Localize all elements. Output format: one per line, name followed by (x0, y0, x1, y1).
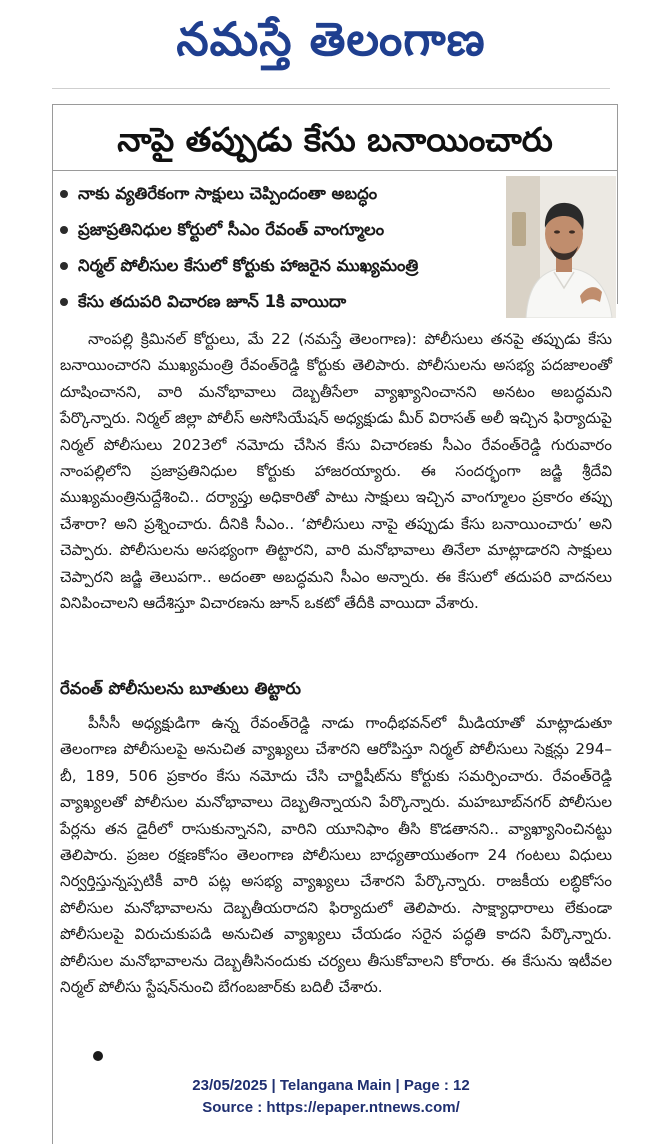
newspaper-masthead: నమస్తే తెలంగాణ (176, 12, 486, 66)
article-headline: నాపై తప్పుడు కేసు బనాయించారు (117, 120, 553, 159)
bullet-icon (60, 190, 68, 198)
highlight-text: నాకు వ్యతిరేకంగా సాక్షులు చెప్పిందంతా అబద్ధం (78, 184, 378, 203)
bullet-icon (60, 262, 68, 270)
highlight-text: కేసు తదుపరి విచారణ జూన్ 1కి వాయిదా (78, 292, 347, 311)
masthead-divider (52, 88, 610, 89)
article-paragraph-2: పీసీసీ అధ్యక్షుడిగా ఉన్న రేవంత్‌రెడ్డి నాడు గాంధీభవన్‌లో మీడియాతో మాట్లాడుతూ తెలంగాణ పోలీసులపై అనుచిత వ్యాఖ్యలు చేశారని ఆరోపిస్తూ నిర్మల్ పోలీసులు సెక్షన్లు 294–బీ, 189, 506 ప్రకారం కేసు నమోదు చేసి చార్జిషీట్‌ను కోర్టుకు సమర్పించారు. రేవంత్‌రెడ్డి వ్యాఖ్యలతో పోలీసుల మనోభావాలు దెబ్బతిన్నాయని పేర్కొన్నారు. మహబూబ్‌నగర్ పోలీసుల పేర్లను తన డైరీలో రాసుకున్నానని, వారిని యూనిఫాం తీసి కొడతానని.. వ్యాఖ్యానించినట్టు తెలిపారు. ప్రజల రక్షణకోసం తెలంగాణ పోలీసులు బాధ్యతాయుతంగా 24 గంటలు విధులు నిర్వర్తిస్తున్నప్పటికీ వారి పట్ల అసభ్య వ్యాఖ్యలు చేశారని పేర్కొన్నారు. రాజకీయ లబ్ధికోసం పోలీసుల మనోభావాలను దెబ్బతీయరాదని ఫిర్యాదులో తెలిపారు. సాక్ష్యాధారాలు లేకుండా పోలీసులపై విరుచుకుపడి అనుచిత వ్యాఖ్యలు చేయడం సరైన పద్ధతి కాదని పేర్కొన్నారు. పోలీసుల మనోభావాలను దెబ్బతీసినందుకు చర్యలు తీసుకోవాలని కోరారు. ఈ కేసును ఇటీవల నిర్మల్ పోలీసు స్టేషన్‌నుంచి బేగంబజార్‌కు బదిలీ చేశారు. (60, 714, 612, 997)
highlights-list (60, 176, 500, 320)
highlight-text: నిర్మల్ పోలీసుల కేసులో కోర్టుకు హాజరైన ముఖ్యమంత్రి (78, 256, 419, 275)
article-frame-left (52, 104, 53, 1144)
bullet-icon (60, 298, 68, 306)
article-paragraph-1: నాంపల్లి క్రిమినల్ కోర్టులు, మే 22 (నమస్తే తెలంగాణ): పోలీసులు తనపై తప్పుడు కేసు బనాయించారని ముఖ్యమంత్రి రేవంత్‌రెడ్డి కోర్టుకు తెలిపారు. పోలీసులను అసభ్య పదజాలంతో దూషించానని, వారి మనోభావాలు దెబ్బతీసేలా వ్యాఖ్యానించానని అనటం అబద్ధమని పేర్కొన్నారు. నిర్మల్ జిల్లా పోలీస్ అసోసియేషన్ అధ్యక్షుడు మీర్ విరాసత్ అలీ ఇచ్చిన ఫిర్యాదుపై నిర్మల్ పోలీసులు 2023లో నమోదు చేసిన కేసు విచారణకు సీఎం రేవంత్‌రెడ్డి గురువారం నాంపల్లిలోని ప్రజాప్రతినిధుల కోర్టుకు హాజరయ్యారు. ఈ సందర్భంగా జడ్జి శ్రీదేవి ముఖ్యమంత్రినుద్దేశించి.. దర్యాప్తు అధికారితో పాటు సాక్షులు ఇచ్చిన వాంగ్మూలం ప్రకారం తప్పు చేశారా? అని ప్రశ్నించారు. దీనికి సీఎం.. ‘పోలీసులు నాపై తప్పుడు కేసు బనాయించారు’ అని చెప్పారు. పోలీసులను అసభ్యంగా తిట్టారని, వారి మనోభావాలు తినేలా మాట్లాడారని సాక్షులు చెప్పారని జడ్జి తెలుపగా.. అదంతా అబద్ధమని సీఎం అన్నారు. ఈ కేసులో తదుపరి వాదనలు వినిపించాలని ఆదేశిస్తూ విచారణను జూన్ ఒకటో తేదీకి వాయిదా వేశారు. (60, 330, 612, 613)
chief-minister-photo (506, 176, 616, 318)
highlight-item (60, 212, 500, 248)
article-frame-top (52, 104, 618, 105)
headline-divider (52, 170, 618, 171)
bullet-icon (60, 226, 68, 234)
highlight-text: ప్రజాప్రతినిధుల కోర్టులో సీఎం రేవంత్ వాంగ్మూలం (78, 220, 385, 239)
footer-date-edition: 23/05/2025 | Telangana Main | Page : 12 (192, 1077, 470, 1094)
highlight-item (60, 248, 500, 284)
highlight-item (60, 284, 500, 320)
article-subheading: రేవంత్ పోలీసులను బూతులు తిట్టారు (60, 679, 301, 698)
portrait-image (506, 176, 616, 318)
highlight-item (60, 176, 500, 212)
article-end-dot-icon (93, 1051, 103, 1061)
footer-source: Source : https://epaper.ntnews.com/ (202, 1099, 460, 1116)
